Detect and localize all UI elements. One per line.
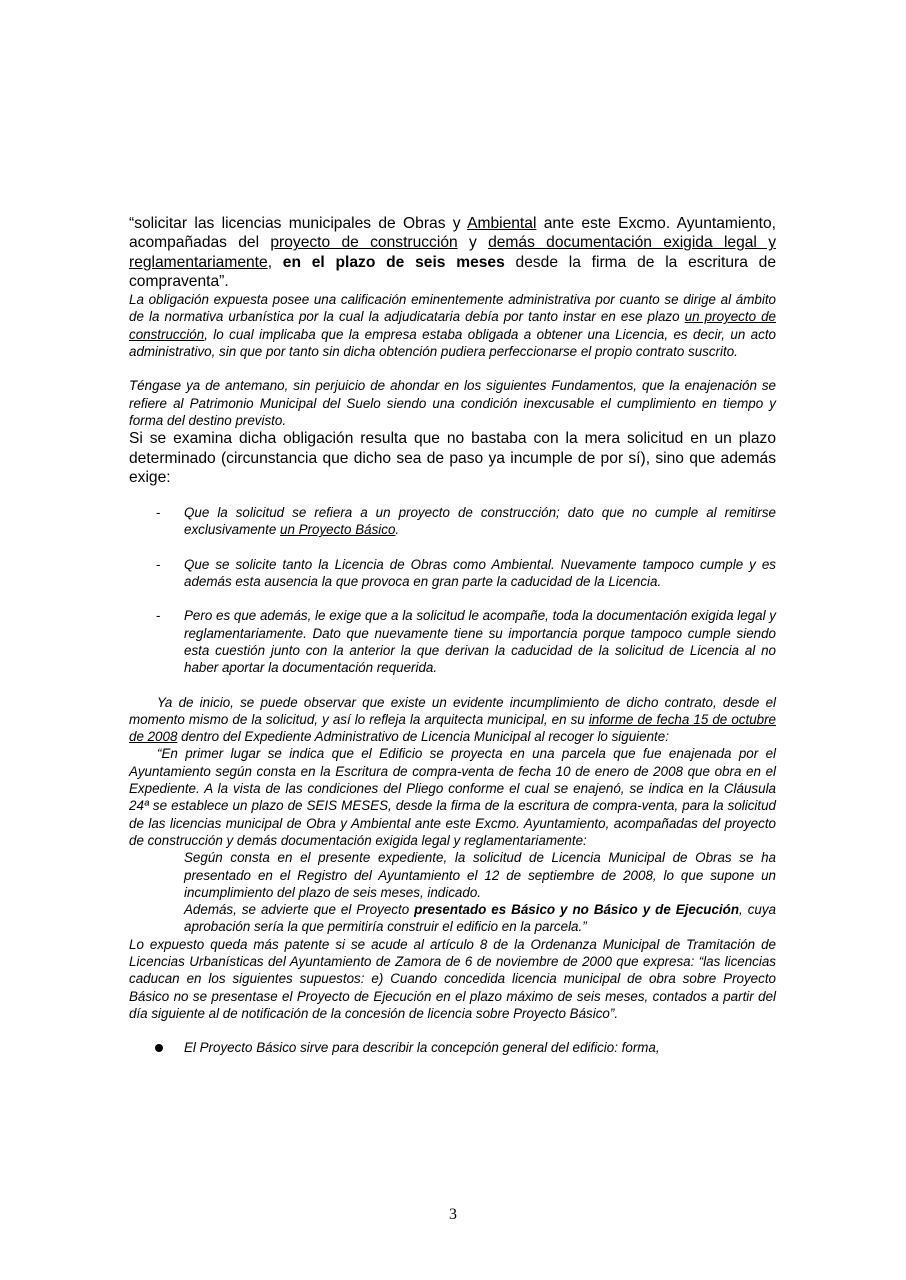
text-run: La obligación expuesta posee una calificación eminentemente administrativa por cuanto se dirige al ámbito de la normativa urbanística por la cual la adjudicataria debía por tanto instar en ese plazo (129, 292, 776, 325)
text-run: “solicitar las licencias municipales de Obras y (129, 215, 468, 232)
text-run: , (267, 253, 283, 271)
spacer (129, 539, 776, 556)
bullet-icon (155, 1044, 163, 1052)
dash-marker: - (156, 608, 161, 624)
text-run: , lo cual implicaba que la empresa estaba obligada a obtener una Licencia, es decir, un acto administrativo, sin que por tanto sin dicha obtención pudiera perfeccionarse el propio contrato suscrito. (129, 326, 776, 360)
paragraph-ya-de-inicio (129, 694, 776, 746)
text-run: Que se solicite tanto la Licencia de Obras como Ambiental. Nuevamente tampoco cumple y es además esta ausencia la que provoca en gran parte la caducidad de la Licencia. (184, 556, 776, 590)
page-number: 3 (449, 1206, 457, 1223)
list-item-licencia-obras (129, 556, 776, 591)
list-item-proyecto (129, 504, 776, 539)
bold-text: en el plazo de seis meses (282, 253, 505, 271)
bold-text: presentado es Básico y no Básico y de Ejecución (414, 902, 739, 918)
paragraph-obligacion (129, 291, 776, 360)
underlined-text: un proyecto de construcción (129, 309, 777, 342)
paragraph-segun-consta: Según consta en el presente expediente, la solicitud de Licencia Municipal de Obras se ha presentado en el Registro del Ayuntamiento el 12 de septiembre de 2008, lo que supone un incumplimiento del plazo de seis meses, indicado. (184, 850, 776, 900)
paragraph-tengase: Téngase ya de antemano, sin perjuicio de ahondar en los siguientes Fundamentos, que la enajenación se refiere al Patrimonio Municipal del Suelo siendo una condición inexcusable el cumplimiento en tiempo y forma del destino previsto. (129, 378, 776, 428)
text-run: Ya de inicio, se puede observar que existe un evidente incumplimiento de dicho contrato, desde el momento mismo de la solicitud, y así lo refleja la arquitecta municipal, en su (129, 694, 776, 727)
text-run: y (457, 234, 489, 252)
paragraph-ademas (129, 901, 776, 936)
underlined-text: demás documentación exigida legal y reglamentariamente (129, 234, 776, 271)
text-run: Además, se advierte que el Proyecto (184, 902, 415, 918)
dash-marker: - (156, 505, 161, 521)
underlined-text: Ambiental (467, 215, 537, 232)
text-run: ante este Excmo. Ayuntamiento, acompañadas del (129, 215, 777, 252)
underlined-text: proyecto de construcción (270, 234, 458, 252)
spacer (129, 1022, 776, 1039)
paragraph-en-primer-lugar: “En primer lugar se indica que el Edificio se proyecta en una parcela que fue enajenada por el Ayuntamiento según consta en la Escritura de compra-venta de fecha 10 de enero de 2008 que obra en el Expediente. A la vista de las condiciones del Pliego conforme el cual se enajenó, se indica en la Cláusula 24ª se establece un plazo de SEIS MESES, desde la firma de la escritura de compra-venta, para la solicitud de las licencias municipal de Obra y Ambiental ante este Excmo. Ayuntamiento, acompañadas del proyecto de construcción y demás documentación exigida legal y reglamentariamente: (129, 746, 776, 848)
paragraph-lo-expuesto: Lo expuesto queda más patente si se acude al artículo 8 de la Ordenanza Municipal de Tramitación de Licencias Urbanísticas del Ayuntamiento de Zamora de 6 de noviembre de 2000 que expresa: “las licencias caducan en los siguientes supuestos: e) Cuando concedida licencia municipal de obra sobre Proyecto Básico no se presentase el Proyecto de Ejecución en el plazo máximo de seis meses, contados a partir del día siguiente al de notificación de la concesión de licencia sobre Proyecto Básico”. (129, 936, 776, 1021)
spacer (129, 677, 776, 694)
text-run: . (395, 522, 400, 538)
dash-marker: - (156, 556, 161, 572)
bullet-item-proyecto-basico (129, 1039, 776, 1056)
spacer (129, 360, 776, 377)
paragraph-si-se-examina: Si se examina dicha obligación resulta que no bastaba con la mera solicitud en un plazo determinado (circunstancia que dicho sea de paso ya incumple de por sí), sino que además exige: (129, 430, 776, 486)
spacer (129, 590, 776, 607)
text-run: Que la solicitud se refiera a un proyecto de construcción; dato que no cumple al remitirse exclusivamente (184, 505, 776, 538)
text-run: desde la firma de la escritura de compraventa”. (129, 253, 776, 290)
paragraph-quote-solicitar (129, 214, 776, 291)
spacer (129, 487, 776, 504)
underlined-text: informe de fecha 15 de octubre de 2008 (129, 711, 776, 745)
text-run: dentro del Expediente Administrativo de Licencia Municipal al recoger lo siguiente: (177, 729, 669, 745)
text-run: El Proyecto Básico sirve para describir la concepción general del edificio: forma, (184, 1040, 660, 1056)
list-item-documentacion (129, 607, 776, 676)
document-body (129, 214, 776, 1056)
underlined-text: un Proyecto Básico (280, 522, 396, 538)
text-run: , cuya aprobación sería la que permitiría construir el edificio en la parcela.” (184, 902, 776, 935)
text-run: Pero es que además, le exige que a la solicitud le acompañe, toda la documentación exigida legal y reglamentariamente. Dato que nuevamente tiene su importancia porque tampoco cumple siendo esta cuestión junto con la anterior la que derivan la caducidad de la solicitud de Licencia al no haber aportar la documentación requerida. (184, 608, 776, 676)
